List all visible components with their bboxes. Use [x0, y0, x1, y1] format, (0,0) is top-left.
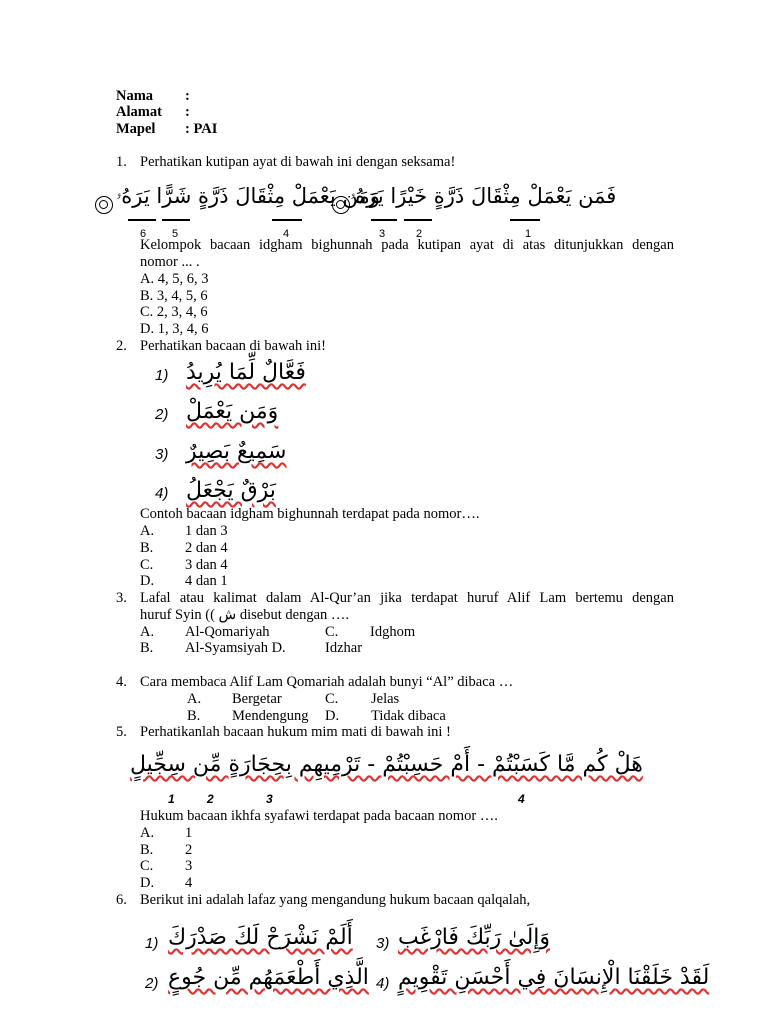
q1-verse-right: فَمَن يَعْمَلْ مِثْقَالَ ذَرَّةٍ خَيْرًا يَرَهُۥ [350, 184, 617, 208]
q2-arabic-1: فَعَّالٌ لِّمَا يُرِيدُ [186, 360, 306, 385]
q1-option-d: D. 1, 3, 4, 6 [140, 321, 209, 337]
q6-item-number: 2) [145, 975, 159, 992]
q2-option-letter: C. [140, 557, 154, 573]
q1-stem-line1: Kelompok bacaan idgham bighunnah pada kutipan ayat di atas ditunjukkan dengan [140, 237, 674, 253]
q1-text: Perhatikan kutipan ayat di bawah ini dengan seksama! [140, 154, 456, 170]
q2-arabic-3: سَمِيعٌ بَصِيرٌ [186, 439, 287, 464]
q2-item-number: 4) [155, 485, 169, 502]
nama-colon: : [185, 88, 190, 104]
marker-number: 2 [207, 792, 214, 806]
q5-text: Perhatikanlah bacaan hukum mim mati di bawah ini ! [140, 724, 451, 740]
marker-underline [162, 219, 190, 221]
marker-number: 6 [140, 228, 147, 240]
q4-option-text: Bergetar [232, 691, 282, 707]
mapel-label: Mapel [116, 121, 156, 137]
q5-stem: Hukum bacaan ikhfa syafawi terdapat pada bacaan nomor …. [140, 808, 498, 824]
q5-arabic: هَلْ كُم مَّا كَسَبْتُمْ - أَمْ حَسِبْتُمْ - تَرْمِيهِم بِحِجَارَةٍ مِّن سِجِّيلٍ [130, 752, 643, 777]
q5-option-letter: A. [140, 825, 155, 841]
q5-option-letter: C. [140, 858, 154, 874]
q4-option-text: Jelas [371, 691, 400, 707]
marker-number: 2 [416, 228, 423, 240]
verse-end-icon [95, 196, 113, 214]
alamat-colon: : [185, 104, 190, 120]
q3-line2: huruf Syin (( ش disebut dengan …. [140, 607, 350, 623]
marker-underline [404, 219, 432, 221]
q1-option-b: B. 3, 4, 5, 6 [140, 288, 208, 304]
q3-option-text: Al-Qomariyah [185, 624, 270, 640]
marker-number: 1 [525, 228, 532, 240]
q2-item-number: 2) [155, 406, 169, 423]
nama-label: Nama [116, 88, 154, 104]
q5-number: 5. [116, 724, 127, 740]
q3-option-text: Al-Syamsiyah D. [185, 640, 286, 656]
q6-arabic-2: الَّذِي أَطْعَمَهُم مِّن جُوعٍ [168, 965, 369, 990]
q6-item-number: 1) [145, 935, 159, 952]
q3-option-text: Idzhar [325, 640, 363, 656]
q4-number: 4. [116, 674, 127, 690]
q5-option-text: 3 [185, 858, 193, 874]
q6-text: Berikut ini adalah lafaz yang mengandung hukum bacaan qalqalah, [140, 892, 531, 908]
marker-number: 4 [283, 228, 290, 240]
q2-stem: Contoh bacaan idgham bighunnah terdapat pada nomor…. [140, 506, 480, 522]
q5-option-text: 2 [185, 842, 193, 858]
q2-option-letter: B. [140, 540, 154, 556]
alamat-label: Alamat [116, 104, 162, 120]
marker-underline [272, 219, 302, 221]
q2-option-text: 3 dan 4 [185, 557, 228, 573]
marker-underline [128, 219, 156, 221]
q2-text: Perhatikan bacaan di bawah ini! [140, 338, 327, 354]
q4-option-letter: C. [325, 691, 339, 707]
q6-item-number: 3) [376, 935, 390, 952]
marker-number: 5 [172, 228, 179, 240]
q3-line1: Lafal atau kalimat dalam Al-Qur’an jika terdapat huruf Alif Lam bertemu dengan [140, 590, 674, 606]
q2-number: 2. [116, 338, 127, 354]
q6-arabic-1: أَلَمْ نَشْرَحْ لَكَ صَدْرَكَ [168, 925, 353, 950]
mapel-value: : PAI [185, 121, 218, 137]
q2-arabic-4: بَرْقٌ يَجْعَلُ [186, 478, 276, 503]
marker-number: 4 [518, 792, 525, 806]
q2-arabic-2: وَمَن يَعْمَلْ [186, 399, 279, 424]
q4-option-letter: A. [187, 691, 202, 707]
q3-number: 3. [116, 590, 127, 606]
q1-stem-line2: nomor ... . [140, 254, 200, 270]
q1-verse-left: وَمَن يَعْمَلْ مِثْقَالَ ذَرَّةٍ شَرًّا يَرَهُۥ [116, 184, 380, 208]
marker-number: 3 [379, 228, 386, 240]
q2-item-number: 3) [155, 446, 169, 463]
q1-option-c: C. 2, 3, 4, 6 [140, 304, 208, 320]
q2-option-letter: A. [140, 523, 155, 539]
q2-option-text: 2 dan 4 [185, 540, 228, 556]
q5-option-text: 4 [185, 875, 193, 891]
marker-number: 1 [168, 792, 175, 806]
q6-arabic-3: وَإِلَىٰ رَبِّكَ فَارْغَب [398, 925, 551, 950]
q5-option-text: 1 [185, 825, 193, 841]
marker-number: 3 [266, 792, 273, 806]
marker-underline [510, 219, 540, 221]
marker-underline [371, 219, 397, 221]
q1-number: 1. [116, 154, 127, 170]
q4-option-text: Tidak dibaca [371, 708, 446, 724]
q6-arabic-4: لَقَدْ خَلَقْنَا الْإِنسَانَ فِي أَحْسَنِ تَقْوِيمٍ [398, 965, 710, 990]
q3-option-letter: B. [140, 640, 154, 656]
q2-option-text: 4 dan 1 [185, 573, 228, 589]
q4-option-text: Mendengung [232, 708, 309, 724]
q3-option-letter: C. [325, 624, 339, 640]
q6-item-number: 4) [376, 975, 390, 992]
q4-text: Cara membaca Alif Lam Qomariah adalah bunyi “Al” dibaca … [140, 674, 514, 690]
q5-option-letter: D. [140, 875, 155, 891]
q3-option-text: Idghom [370, 624, 416, 640]
q6-number: 6. [116, 892, 127, 908]
q2-option-text: 1 dan 3 [185, 523, 228, 539]
q1-option-a: A. 4, 5, 6, 3 [140, 271, 209, 287]
q5-option-letter: B. [140, 842, 154, 858]
q2-option-letter: D. [140, 573, 155, 589]
q4-option-letter: B. [187, 708, 201, 724]
q3-option-letter: A. [140, 624, 155, 640]
q2-item-number: 1) [155, 367, 169, 384]
q4-option-letter: D. [325, 708, 340, 724]
